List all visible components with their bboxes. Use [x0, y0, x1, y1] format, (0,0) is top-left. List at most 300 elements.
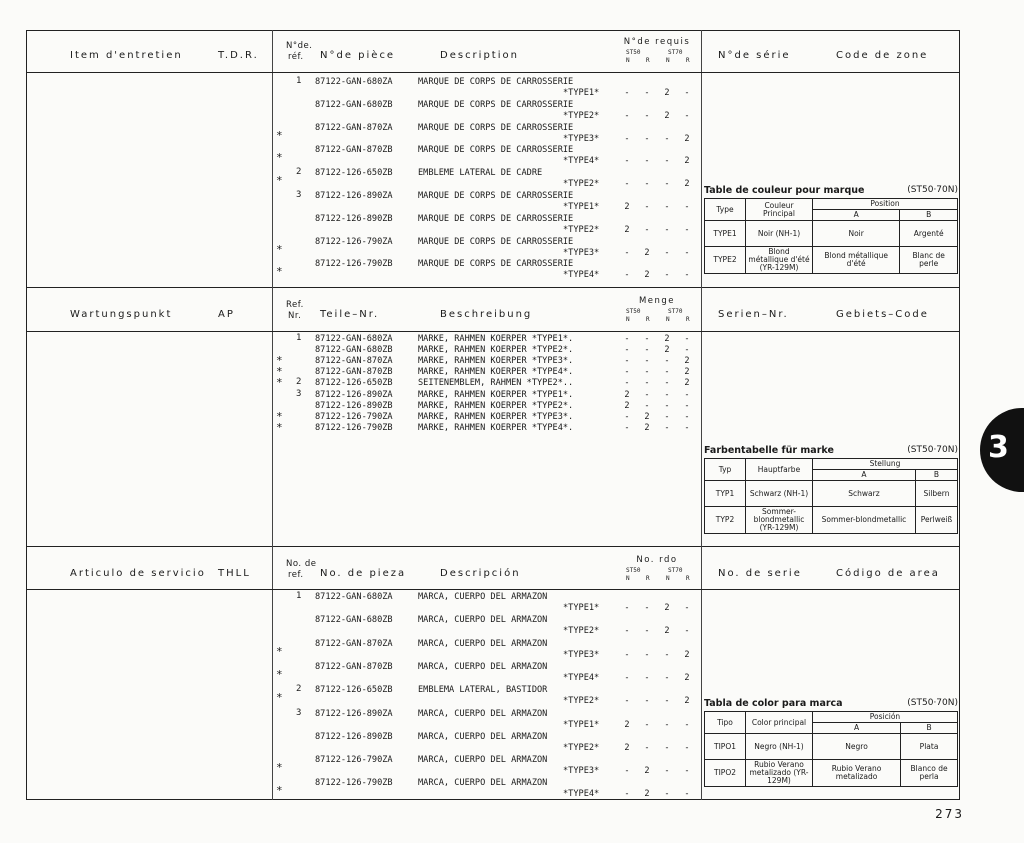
description: MARQUE DE CORPS DE CARROSSERIE [418, 259, 574, 270]
qty-value: - [684, 110, 690, 121]
qty-value: 2 [644, 422, 650, 433]
header-qty-title: N°de requis [623, 37, 691, 47]
star-mark: * [276, 128, 283, 142]
color-table-cell-b: Perlweiß [915, 507, 957, 534]
description: MARQUE DE CORPS DE CARROSSERIE [418, 122, 574, 133]
description: EMBLEMA LATERAL, BASTIDOR [418, 685, 548, 696]
description: EMBLEME LATERAL DE CADRE [418, 168, 543, 179]
part-number: 87122-126-650ZB [315, 378, 393, 389]
color-table-cell-a: Noir [813, 221, 900, 247]
qty-value: - [624, 766, 630, 777]
ref-number: 2 [296, 377, 302, 388]
color-table-cell-a: Rubio Verano metalizado [813, 760, 901, 787]
ref-number: 3 [296, 388, 302, 399]
qty-value: - [624, 789, 630, 800]
qty-sub-label: N [626, 316, 630, 323]
qty-value: - [644, 626, 650, 637]
part-number: 87122-126-890ZA [315, 708, 393, 719]
qty-value: 2 [624, 400, 630, 411]
description: MARCA, CUERPO DEL ARMAZON [418, 661, 548, 672]
qty-value: 2 [644, 766, 650, 777]
qty-sub-label: R [686, 316, 690, 323]
qty-value: 2 [684, 378, 690, 389]
column-divider [701, 30, 702, 800]
star-mark: * [276, 376, 283, 390]
color-table-grid [704, 458, 958, 534]
color-table-cell-a: Negro [813, 734, 901, 760]
qty-value: - [664, 766, 670, 777]
qty-value: - [664, 367, 670, 378]
qty-sub-label: N [626, 57, 630, 64]
header-part-no: Teile–Nr. [320, 309, 380, 320]
qty-value: - [644, 88, 650, 98]
type-code: *TYPE2* [563, 742, 600, 753]
header-ref-line1: No. de [286, 559, 317, 569]
header-serial-no: No. de serie [718, 568, 802, 579]
part-number: 87122-126-890ZA [315, 389, 393, 400]
qty-value: - [644, 356, 650, 367]
qty-value: - [664, 742, 670, 753]
color-table-h-a: A [813, 723, 901, 734]
part-number: 87122-126-890ZB [315, 400, 393, 411]
qty-value: - [644, 345, 650, 356]
qty-value: - [684, 389, 690, 400]
type-code: *TYPE2* [563, 224, 600, 235]
description: MARCA, CUERPO DEL ARMAZON [418, 708, 548, 719]
page-number: 273 [935, 807, 964, 821]
qty-value: 2 [664, 603, 670, 613]
qty-value: - [644, 672, 650, 683]
color-table-row [705, 760, 958, 787]
color-table-h-color: Color principal [746, 712, 813, 734]
star-mark: * [276, 242, 283, 256]
qty-value: - [664, 411, 670, 422]
qty-value: - [664, 400, 670, 411]
header-part-no: N°de pièce [320, 50, 396, 61]
part-number: 87122-126-650ZB [315, 168, 393, 179]
table-row [0, 420, 700, 434]
table-row [0, 100, 700, 122]
qty-model-label: ST50 [626, 567, 641, 574]
color-table-header-row [705, 712, 958, 723]
qty-value: 2 [684, 133, 690, 144]
color-table-h-position: Posición [813, 712, 958, 723]
table-row [0, 378, 700, 389]
qty-value: - [624, 626, 630, 637]
color-table-row [705, 507, 958, 534]
qty-sub-label: R [686, 575, 690, 582]
qty-model-label: ST70 [668, 567, 683, 574]
qty-value: 2 [684, 179, 690, 190]
header-zone-code: Gebiets–Code [836, 309, 929, 320]
color-table-cell-type: TIPO1 [705, 734, 746, 760]
header-serial-no: Serien–Nr. [718, 309, 789, 320]
table-row [0, 390, 700, 401]
header-description: Beschreibung [440, 309, 533, 320]
qty-sub-label: N [626, 575, 630, 582]
qty-value: - [624, 334, 630, 344]
header-part-no: No. de pieza [320, 568, 407, 579]
section-tab [980, 408, 1024, 492]
qty-model-label: ST50 [626, 308, 641, 315]
header-qty-title: Menge [638, 296, 676, 306]
type-code: *TYPE4* [563, 789, 600, 800]
qty-value: - [624, 696, 630, 707]
description: MARQUE DE CORPS DE CARROSSERIE [418, 145, 574, 156]
ref-number: 2 [296, 684, 302, 695]
description: MARQUE DE CORPS DE CARROSSERIE [418, 213, 574, 224]
color-table-cell-a: Sommer-blondmetallic [813, 507, 916, 534]
color-table-header-row [705, 459, 958, 470]
type-code: *TYPE1* [563, 202, 600, 212]
qty-value: - [644, 224, 650, 235]
color-table-h-b: B [900, 210, 958, 221]
header-ref-line2: Nr. [288, 311, 302, 321]
qty-sub-label: R [686, 57, 690, 64]
qty-value: 2 [624, 719, 630, 730]
type-code: *TYPE2* [563, 179, 600, 190]
part-number: 87122-GAN-680ZB [315, 615, 393, 626]
part-number: 87122-GAN-870ZB [315, 145, 393, 156]
part-number: 87122-GAN-870ZA [315, 122, 393, 133]
color-table-cell-type: TYPE2 [705, 247, 746, 274]
table-row [0, 732, 700, 754]
color-table-title-row [704, 185, 958, 196]
ref-number: 2 [296, 167, 302, 178]
qty-model-label: ST70 [668, 308, 683, 315]
table-row [0, 345, 700, 356]
color-table-cell-b: Blanco de perla [901, 760, 958, 787]
qty-value: 2 [624, 742, 630, 753]
qty-value: - [624, 356, 630, 367]
header-tdr: T.D.R. [218, 50, 259, 61]
qty-value: 2 [684, 649, 690, 660]
description: MARKE, RAHMEN KOERPER *TYPE3*. [418, 356, 574, 367]
table-row [0, 356, 700, 367]
color-table-header-row [705, 199, 958, 210]
part-number: 87122-GAN-680ZB [315, 345, 393, 356]
qty-value: - [664, 270, 670, 281]
qty-value: - [684, 88, 690, 98]
qty-value: - [664, 378, 670, 389]
qty-value: - [624, 247, 630, 258]
qty-value: - [624, 603, 630, 613]
color-table-h-b: B [915, 470, 957, 481]
ref-number: 1 [296, 333, 302, 343]
color-table-cell-type: TYP1 [705, 481, 746, 507]
qty-value: - [684, 603, 690, 613]
qty-model-label: ST70 [668, 49, 683, 56]
qty-value: 2 [684, 696, 690, 707]
qty-value: - [644, 156, 650, 167]
header-underline [26, 331, 960, 332]
part-number: 87122-126-890ZB [315, 213, 393, 224]
star-mark: * [276, 409, 283, 423]
type-code: *TYPE4* [563, 672, 600, 683]
qty-value: - [684, 719, 690, 730]
description: MARKE, RAHMEN KOERPER *TYPE2*. [418, 345, 574, 356]
color-table-title-row [704, 445, 958, 456]
table-row [0, 639, 700, 661]
header-ref-line1: Ref. [286, 300, 304, 310]
qty-value: - [624, 270, 630, 281]
color-table-h-type: Typ [705, 459, 746, 481]
qty-value: - [664, 422, 670, 433]
color-table-cell-color: Negro (NH-1) [746, 734, 813, 760]
qty-value: - [624, 422, 630, 433]
section-divider [26, 546, 960, 547]
color-table-grid [704, 198, 958, 274]
table-row [0, 755, 700, 777]
part-number: 87122-GAN-680ZB [315, 99, 393, 110]
qty-value: 2 [664, 110, 670, 121]
header-tdr: THLL [218, 568, 251, 579]
color-table-models: (ST50·70N) [907, 698, 958, 708]
type-code: *TYPE2* [563, 696, 600, 707]
type-code: *TYPE1* [563, 719, 600, 730]
qty-value: - [624, 378, 630, 389]
type-code: *TYPE2* [563, 626, 600, 637]
star-mark: * [276, 365, 283, 379]
type-code: *TYPE4* [563, 156, 600, 167]
color-table-title: Farbentabelle für marke [704, 445, 834, 456]
qty-value: - [644, 334, 650, 344]
qty-value: - [644, 179, 650, 190]
qty-value: 2 [624, 389, 630, 400]
qty-value: - [644, 110, 650, 121]
description: MARQUE DE CORPS DE CARROSSERIE [418, 77, 574, 87]
qty-value: - [644, 133, 650, 144]
table-row [0, 259, 700, 281]
part-number: 87122-GAN-680ZA [315, 334, 393, 344]
star-mark: * [276, 644, 283, 658]
color-table-cell-type: TYPE1 [705, 221, 746, 247]
qty-value: - [664, 133, 670, 144]
part-number: 87122-GAN-680ZA [315, 77, 393, 87]
qty-value: - [684, 789, 690, 800]
table-row [0, 123, 700, 145]
qty-value: - [624, 367, 630, 378]
qty-value: - [664, 789, 670, 800]
qty-value: - [624, 110, 630, 121]
table-row [0, 778, 700, 800]
color-table [704, 698, 958, 787]
table-row [0, 191, 700, 213]
star-mark: * [276, 420, 283, 434]
type-code: *TYPE4* [563, 270, 600, 281]
qty-value: 2 [624, 224, 630, 235]
type-code: *TYPE2* [563, 110, 600, 121]
table-row [0, 77, 700, 99]
qty-sub-label: R [646, 57, 650, 64]
qty-value: - [644, 400, 650, 411]
qty-value: - [684, 742, 690, 753]
qty-value: - [664, 696, 670, 707]
type-code: *TYPE1* [563, 603, 600, 613]
header-item: Wartungspunkt [70, 309, 173, 320]
qty-value: - [624, 649, 630, 660]
section-divider [26, 287, 960, 288]
description: MARCA, CUERPO DEL ARMAZON [418, 778, 548, 789]
part-number: 87122-GAN-870ZB [315, 367, 393, 378]
qty-value: 2 [664, 88, 670, 98]
table-row [0, 592, 700, 614]
type-code: *TYPE1* [563, 88, 600, 98]
qty-value: - [664, 672, 670, 683]
qty-value: - [624, 133, 630, 144]
qty-value: - [684, 345, 690, 356]
color-table-title: Table de couleur pour marque [704, 185, 865, 196]
description: MARCA, CUERPO DEL ARMAZON [418, 731, 548, 742]
color-table-cell-color: Schwarz (NH-1) [746, 481, 813, 507]
qty-value: - [664, 202, 670, 212]
qty-value: - [684, 247, 690, 258]
header-qty-title: No. rdo [636, 555, 678, 565]
qty-value: 2 [664, 626, 670, 637]
qty-value: - [684, 626, 690, 637]
color-table-cell-color: Rubio Verano metalizado (YR-129M) [746, 760, 813, 787]
star-mark: * [276, 151, 283, 165]
qty-value: - [684, 766, 690, 777]
qty-value: - [684, 334, 690, 344]
description: MARKE, RAHMEN KOERPER *TYPE4*. [418, 367, 574, 378]
qty-value: - [664, 649, 670, 660]
part-number: 87122-GAN-870ZB [315, 661, 393, 672]
color-table-models: (ST50·70N) [907, 445, 958, 455]
color-table-cell-b: Blanc de perle [900, 247, 958, 274]
table-row [0, 409, 700, 423]
ref-number: 3 [296, 190, 302, 200]
color-table [704, 185, 958, 274]
description: MARCA, CUERPO DEL ARMAZON [418, 615, 548, 626]
ref-number: 1 [296, 76, 302, 86]
type-code: *TYPE3* [563, 133, 600, 144]
description: MARQUE DE CORPS DE CARROSSERIE [418, 99, 574, 110]
qty-value: - [684, 270, 690, 281]
qty-value: - [684, 411, 690, 422]
qty-value: 2 [644, 789, 650, 800]
description: MARKE, RAHMEN KOERPER *TYPE1*. [418, 334, 574, 344]
header-serial-no: N°de série [718, 50, 791, 61]
star-mark: * [276, 174, 283, 188]
qty-value: 2 [684, 367, 690, 378]
part-number: 87122-126-790ZA [315, 236, 393, 247]
qty-value: - [664, 389, 670, 400]
star-mark: * [276, 691, 283, 705]
qty-value: 2 [644, 411, 650, 422]
color-table-row [705, 247, 958, 274]
header-ref-line2: ref. [288, 570, 304, 580]
type-code: *TYPE3* [563, 766, 600, 777]
header-ref-line1: N°de. [286, 41, 313, 51]
header-item: Articulo de servicio [70, 568, 206, 579]
description: MARCA, CUERPO DEL ARMAZON [418, 638, 548, 649]
qty-value: - [664, 156, 670, 167]
color-table-cell-color: Sommer-blondmetallic (YR-129M) [746, 507, 813, 534]
color-table-cell-color: Noir (NH-1) [746, 221, 813, 247]
table-row [0, 237, 700, 259]
part-number: 87122-GAN-870ZA [315, 638, 393, 649]
qty-value: - [664, 224, 670, 235]
description: MARCA, CUERPO DEL ARMAZON [418, 755, 548, 766]
qty-value: - [624, 411, 630, 422]
qty-value: - [624, 179, 630, 190]
table-row [0, 709, 700, 731]
qty-value: - [664, 247, 670, 258]
type-code: *TYPE3* [563, 649, 600, 660]
qty-value: - [644, 378, 650, 389]
header-underline [26, 72, 960, 73]
description: SEITENEMBLEM, RAHMEN *TYPE2*.. [418, 378, 574, 389]
qty-sub-label: N [666, 316, 670, 323]
star-mark: * [276, 784, 283, 798]
qty-value: - [684, 400, 690, 411]
header-description: Descripción [440, 568, 521, 579]
qty-value: - [684, 224, 690, 235]
color-table-h-a: A [813, 210, 900, 221]
color-table-cell-a: Blond métallique d'été [813, 247, 900, 274]
qty-sub-label: N [666, 57, 670, 64]
part-number: 87122-126-790ZA [315, 411, 393, 422]
description: MARQUE DE CORPS DE CARROSSERIE [418, 236, 574, 247]
description: MARQUE DE CORPS DE CARROSSERIE [418, 191, 574, 201]
color-table-h-b: B [901, 723, 958, 734]
qty-sub-label: R [646, 575, 650, 582]
color-table-row [705, 734, 958, 760]
color-table-h-type: Tipo [705, 712, 746, 734]
qty-value: - [644, 389, 650, 400]
qty-value: - [664, 179, 670, 190]
color-table-h-a: A [813, 470, 916, 481]
qty-sub-label: N [666, 575, 670, 582]
color-table-h-color: Couleur Principal [746, 199, 813, 221]
qty-value: - [624, 156, 630, 167]
color-table-cell-type: TIPO2 [705, 760, 746, 787]
part-number: 87122-126-890ZB [315, 731, 393, 742]
color-table-cell-a: Schwarz [813, 481, 916, 507]
header-description: Description [440, 50, 519, 61]
color-table-cell-color: Blond métallique d'été (YR-129M) [746, 247, 813, 274]
star-mark: * [276, 265, 283, 279]
qty-value: - [644, 367, 650, 378]
table-row [0, 367, 700, 378]
qty-value: 2 [664, 345, 670, 356]
qty-value: - [624, 672, 630, 683]
qty-model-label: ST50 [626, 49, 641, 56]
description: MARCA, CUERPO DEL ARMAZON [418, 592, 548, 602]
header-zone-code: Código de area [836, 568, 940, 579]
description: MARKE, RAHMEN KOERPER *TYPE3*. [418, 411, 574, 422]
description: MARKE, RAHMEN KOERPER *TYPE4*. [418, 422, 574, 433]
qty-value: - [684, 422, 690, 433]
color-table-grid [704, 711, 958, 787]
star-mark: * [276, 667, 283, 681]
qty-value: 2 [664, 334, 670, 344]
color-table-row [705, 481, 958, 507]
part-number: 87122-126-790ZB [315, 422, 393, 433]
part-number: 87122-126-890ZA [315, 191, 393, 201]
qty-value: - [644, 649, 650, 660]
qty-value: - [624, 345, 630, 356]
qty-value: - [644, 696, 650, 707]
table-row [0, 401, 700, 412]
table-row [0, 168, 700, 190]
qty-value: 2 [624, 202, 630, 212]
color-table-h-position: Position [813, 199, 958, 210]
color-table-models: (ST50·70N) [907, 185, 958, 195]
table-row [0, 214, 700, 236]
color-table-row [705, 221, 958, 247]
